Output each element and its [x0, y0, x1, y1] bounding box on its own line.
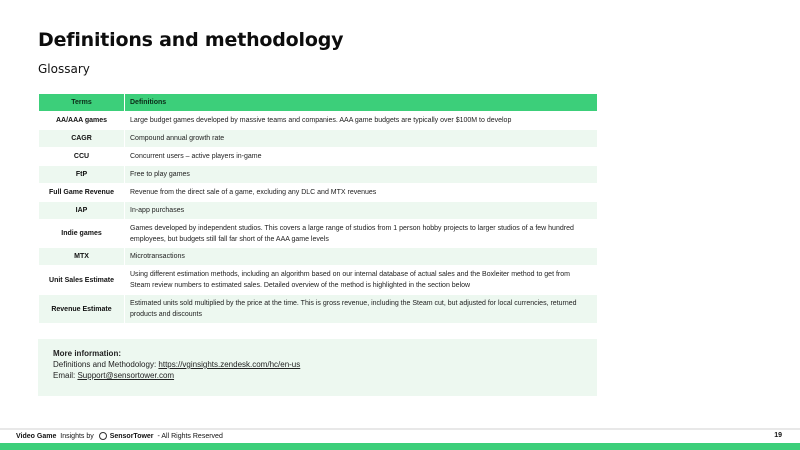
definitions-header: Definitions: [125, 94, 598, 112]
term-cell: Full Game Revenue: [39, 184, 125, 202]
glossary-table: [38, 93, 598, 324]
methodology-link[interactable]: https://vginsights.zendesk.com/hc/en-us: [158, 360, 301, 369]
email-label: Email:: [53, 371, 78, 380]
footer-brand-suffix: Insights by: [58, 432, 96, 440]
table-row: [39, 166, 598, 184]
email-line: [53, 370, 582, 381]
page-title: Definitions and methodology: [38, 29, 344, 51]
more-info-box: [38, 339, 597, 396]
table-row: [39, 184, 598, 202]
sensor-tower-logo-icon: [99, 432, 107, 440]
term-cell: MTX: [39, 248, 125, 266]
table-row: [39, 295, 598, 324]
term-cell: Unit Sales Estimate: [39, 266, 125, 295]
term-cell: Indie games: [39, 220, 125, 248]
definition-cell: Games developed by independent studios. This covers a large range of studios from 1 person hobby projects to larger studios of a few hundred employees, but budgets still fall far short of the AAA game levels: [125, 220, 598, 248]
term-cell: FtP: [39, 166, 125, 184]
methodology-label: Definitions and Methodology:: [53, 360, 159, 369]
definition-cell: Large budget games developed by massive teams and companies. AAA game budgets are typically over $100M to develop: [125, 112, 598, 130]
definition-cell: Free to play games: [125, 166, 598, 184]
footer-divider: [0, 428, 800, 430]
table-row: [39, 248, 598, 266]
terms-header: Terms: [39, 94, 125, 112]
table-row: [39, 130, 598, 148]
footer-company: SensorTower: [109, 432, 154, 440]
term-cell: AA/AAA games: [39, 112, 125, 130]
definition-cell: Estimated units sold multiplied by the price at the time. This is gross revenue, including the Steam cut, but adjusted for local currencies, returned products and discounts: [125, 295, 598, 324]
more-info-title: More information:: [53, 349, 121, 358]
methodology-line: [53, 359, 582, 370]
definition-cell: Compound annual growth rate: [125, 130, 598, 148]
term-cell: CAGR: [39, 130, 125, 148]
term-cell: IAP: [39, 202, 125, 220]
footer-rights: - All Rights Reserved: [155, 432, 223, 440]
definition-cell: Microtransactions: [125, 248, 598, 266]
definition-cell: Concurrent users – active players in-game: [125, 148, 598, 166]
table-row: [39, 148, 598, 166]
definition-cell: Using different estimation methods, including an algorithm based on our internal database of actual sales and the Boxleiter method to get from Steam review numbers to estimated sales. Detailed overview of the method is highlighted in the section below: [125, 266, 598, 295]
table-row: [39, 266, 598, 295]
page-number: 19: [774, 432, 782, 439]
footer-brand: Video Game: [16, 432, 57, 440]
glossary-header-row: [39, 94, 598, 112]
table-row: [39, 220, 598, 248]
definition-cell: Revenue from the direct sale of a game, excluding any DLC and MTX revenues: [125, 184, 598, 202]
term-cell: CCU: [39, 148, 125, 166]
table-row: [39, 202, 598, 220]
term-cell: Revenue Estimate: [39, 295, 125, 324]
bottom-accent-bar: [0, 443, 800, 450]
footer: [16, 432, 223, 440]
email-link[interactable]: Support@sensortower.com: [77, 371, 175, 380]
definition-cell: In-app purchases: [125, 202, 598, 220]
page-subtitle: Glossary: [38, 62, 90, 76]
table-row: [39, 112, 598, 130]
